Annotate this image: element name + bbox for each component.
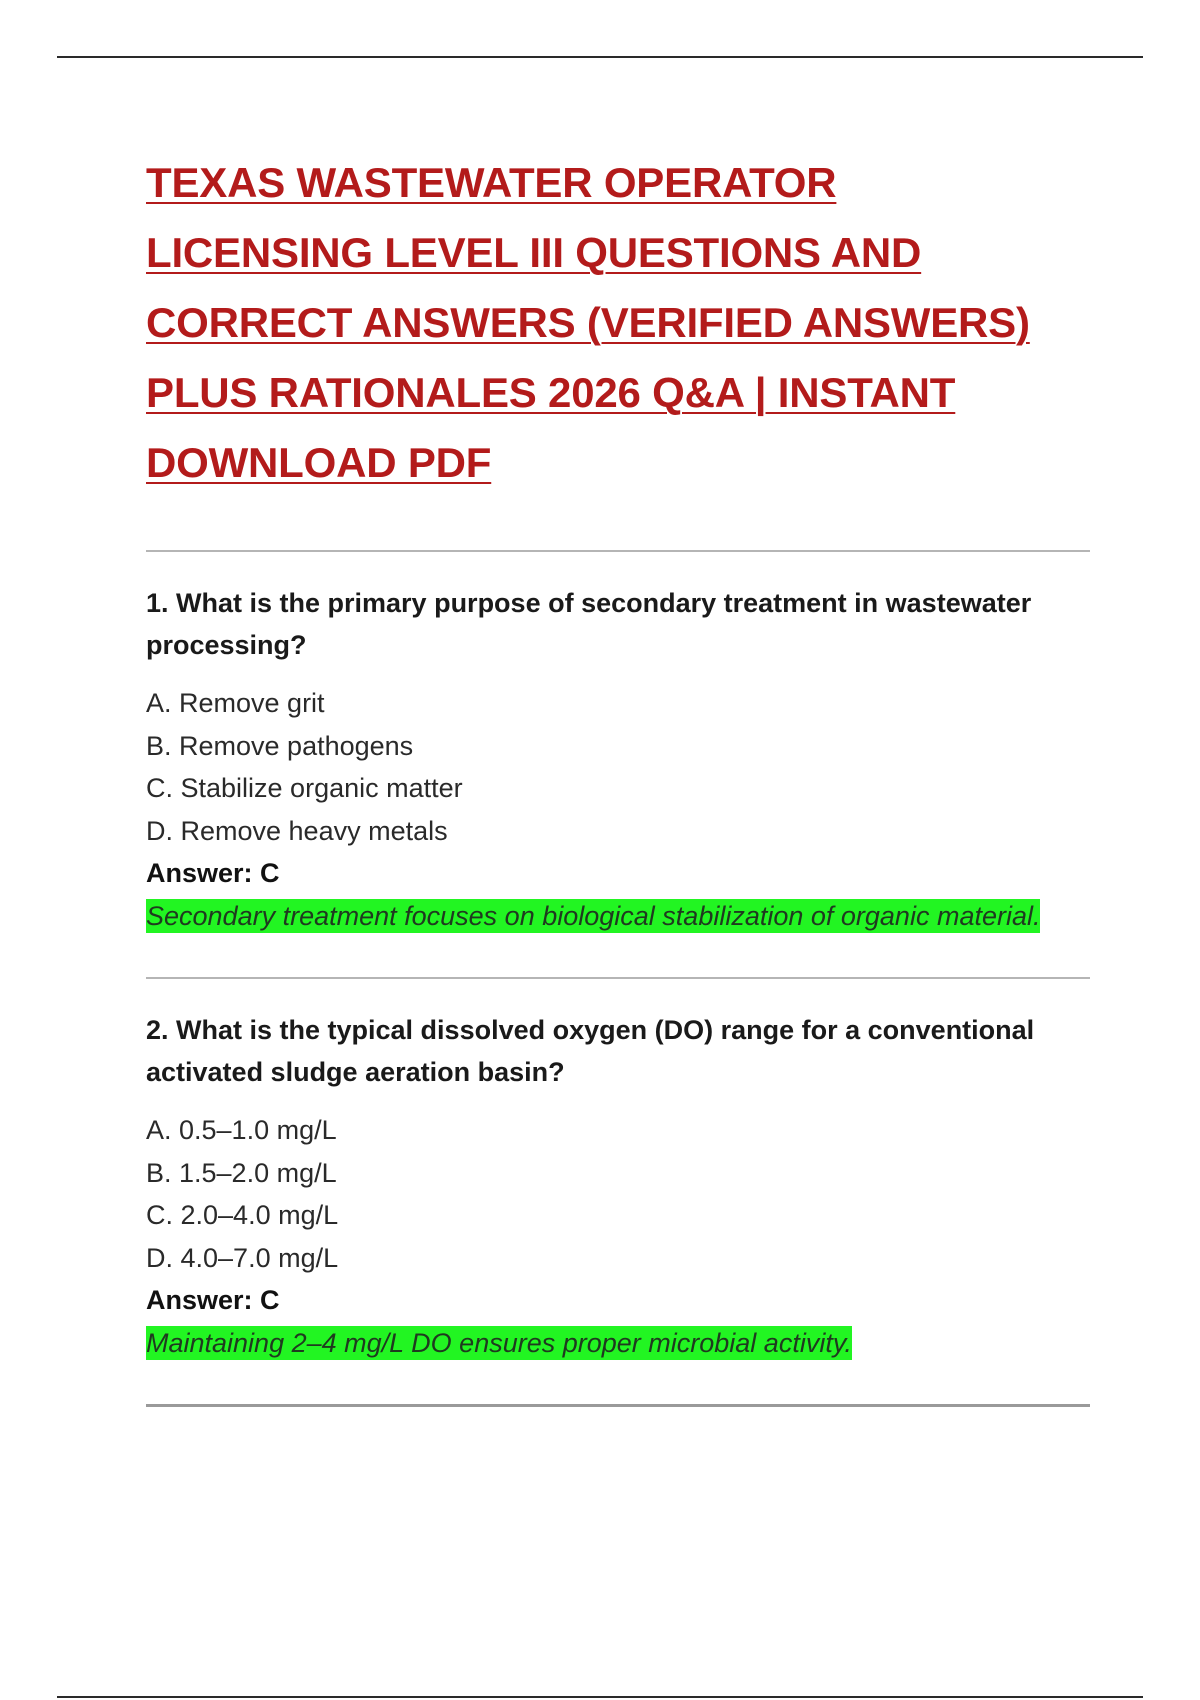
rationale-highlight: Secondary treatment focuses on biological stabilization of organic material.: [146, 901, 1041, 931]
title-line: TEXAS WASTEWATER OPERATOR: [146, 159, 837, 206]
page-top-rule: [57, 56, 1143, 58]
answer-options: [146, 1109, 1096, 1279]
question-block-1: [146, 552, 1096, 977]
question-text: 1. What is the primary purpose of secondary treatment in wastewater processing?: [146, 588, 1032, 660]
correct-answer: Answer: C: [146, 1285, 280, 1315]
title-line: CORRECT ANSWERS (VERIFIED ANSWERS): [146, 299, 1030, 346]
section-divider: [146, 1404, 1090, 1407]
answer-option-d: D. 4.0–7.0 mg/L: [146, 1242, 339, 1273]
answer-option-a: A. Remove grit: [146, 688, 325, 718]
title-line: PLUS RATIONALES 2026 Q&A | INSTANT: [146, 369, 956, 416]
answer-option-b: B. 1.5–2.0 mg/L: [146, 1157, 337, 1188]
document-title: [146, 148, 1096, 498]
question-block-2: [146, 979, 1096, 1404]
answer-option-c: C. 2.0–4.0 mg/L: [146, 1200, 339, 1230]
question-text: 2. What is the typical dissolved oxygen (DO) range for a conventional activated sludge aeration basin?: [146, 1015, 1035, 1087]
rationale: [146, 895, 1096, 937]
rationale-highlight: Maintaining 2–4 mg/L DO ensures proper microbial activity.: [146, 1328, 852, 1358]
page-bottom-rule: [57, 1696, 1143, 1698]
correct-answer: Answer: C: [146, 858, 280, 888]
answer-option-b: B. Remove pathogens: [146, 730, 414, 761]
title-line: DOWNLOAD PDF: [146, 439, 492, 486]
answer-option-d: D. Remove heavy metals: [146, 815, 448, 846]
answer-options: [146, 682, 1096, 852]
answer-option-c: C. Stabilize organic matter: [146, 773, 463, 803]
document-content: [146, 148, 1096, 1407]
rationale: [146, 1322, 1096, 1364]
title-line: LICENSING LEVEL III QUESTIONS AND: [146, 229, 922, 276]
answer-option-a: A. 0.5–1.0 mg/L: [146, 1115, 337, 1145]
